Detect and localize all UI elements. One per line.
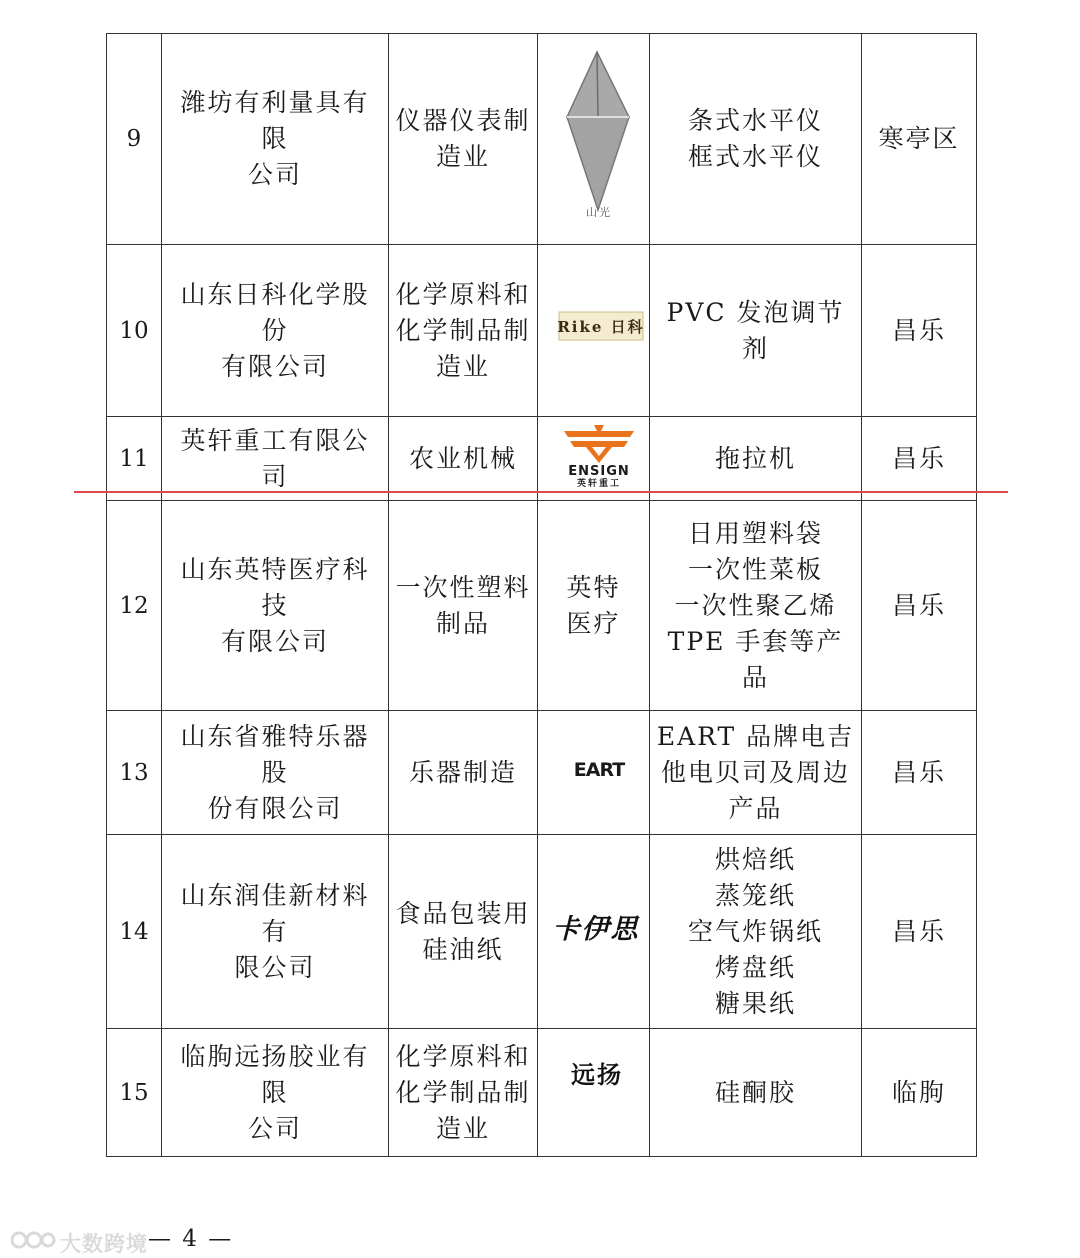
products: 条式水平仪 框式水平仪 [650, 34, 862, 245]
products: 日用塑料袋 一次性菜板 一次性聚乙烯 TPE 手套等产品 [650, 501, 862, 711]
yuanyang-logo [544, 1047, 654, 1097]
logo-caption: 山光 [586, 206, 612, 219]
row-number: 15 [107, 1029, 162, 1157]
area: 昌乐 [862, 501, 977, 711]
industry: 农业机械 [389, 417, 538, 501]
watermark-text: 大数跨境 [60, 1232, 148, 1256]
company-name: 临朐远扬胶业有限 公司 [162, 1029, 389, 1157]
industry: 食品包装用 硅油纸 [389, 835, 538, 1029]
row-number: 14 [107, 835, 162, 1029]
yuanyang-logo-text: 远扬 [571, 1061, 623, 1089]
ensign-logo [544, 419, 654, 489]
red-cut-line [74, 491, 1008, 493]
area: 临朐 [862, 1029, 977, 1157]
area: 昌乐 [862, 245, 977, 417]
ensign-logo-text: ENSIGN [568, 463, 630, 479]
company-name: 山东省雅特乐器股 份有限公司 [162, 711, 389, 835]
industry: 乐器制造 [389, 711, 538, 835]
brand-logo [538, 835, 650, 1029]
company-name: 山东润佳新材料有 限公司 [162, 835, 389, 1029]
products: 硅酮胶 [650, 1029, 862, 1157]
products: PVC 发泡调节剂 [650, 245, 862, 417]
table-row [107, 417, 977, 501]
page-number: — 4 — [148, 1226, 234, 1252]
area: 昌乐 [862, 835, 977, 1029]
brand-logo [538, 1029, 650, 1157]
products: 烘焙纸 蒸笼纸 空气炸锅纸 烤盘纸 糖果纸 [650, 835, 862, 1029]
row-number: 12 [107, 501, 162, 711]
company-name: 潍坊有利量具有限 公司 [162, 34, 389, 245]
table-row [107, 501, 977, 711]
diamond-mark-icon [544, 34, 654, 234]
table-row [107, 711, 977, 835]
industry: 一次性塑料 制品 [389, 501, 538, 711]
table-row [107, 835, 977, 1029]
kayisi-logo-text: 卡伊思 [552, 913, 640, 945]
company-name: 山东日科化学股份 有限公司 [162, 245, 389, 417]
table-row [107, 1029, 977, 1157]
brand-logo [538, 711, 650, 835]
eart-logo [544, 748, 654, 788]
table-row [107, 34, 977, 245]
row-number: 9 [107, 34, 162, 245]
company-name: 英轩重工有限公司 [162, 417, 389, 501]
industry: 化学原料和 化学制品制 造业 [389, 245, 538, 417]
ensign-logo-subtext: 英轩重工 [576, 478, 622, 489]
area: 昌乐 [862, 417, 977, 501]
company-name: 山东英特医疗科技 有限公司 [162, 501, 389, 711]
area: 寒亭区 [862, 34, 977, 245]
row-number: 13 [107, 711, 162, 835]
brand-logo [538, 34, 650, 245]
enterprise-table [106, 33, 977, 1157]
industry: 仪器仪表制 造业 [389, 34, 538, 245]
table-row [107, 245, 977, 417]
brand-logo [538, 417, 650, 501]
brand-logo [538, 245, 650, 417]
row-number: 10 [107, 245, 162, 417]
watermark-logo-icon [10, 1228, 56, 1252]
industry: 化学原料和 化学制品制 造业 [389, 1029, 538, 1157]
eart-logo-text: EART [573, 758, 625, 781]
row-number: 11 [107, 417, 162, 501]
brand-logo: 英特 医疗 [538, 501, 650, 711]
products: EART 品牌电吉 他电贝司及周边 产品 [650, 711, 862, 835]
area: 昌乐 [862, 711, 977, 835]
rike-logo-text: Rike 日科 [557, 317, 645, 336]
products: 拖拉机 [650, 417, 862, 501]
rike-logo [544, 306, 654, 346]
kayisi-logo [544, 902, 654, 952]
page-footer [0, 1222, 1080, 1256]
